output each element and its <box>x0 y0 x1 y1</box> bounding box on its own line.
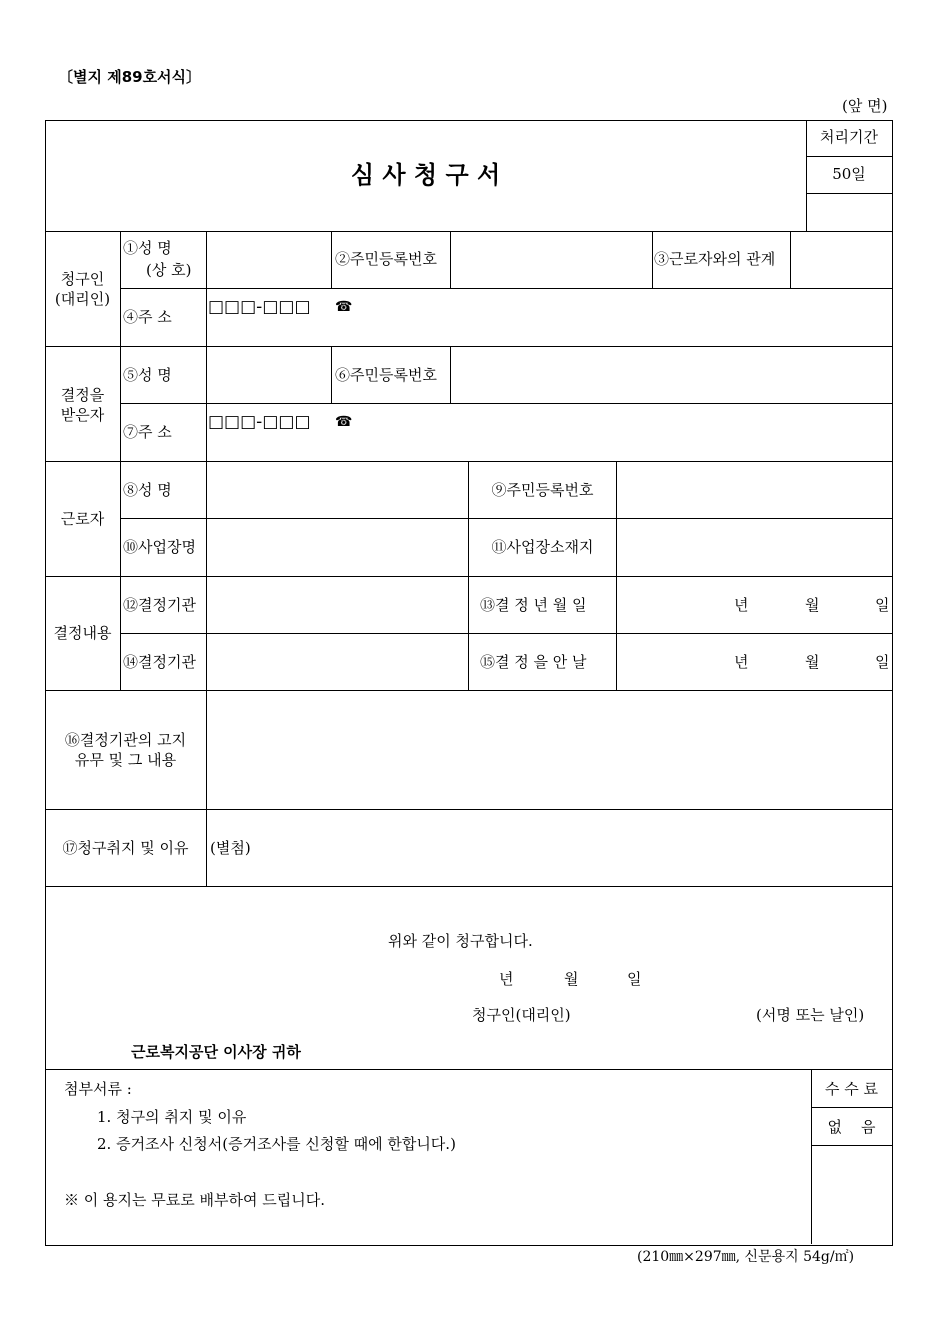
phone-icon: ☎ <box>335 414 353 430</box>
notice-label-line1: ⑯결정기관의 고지 <box>64 731 187 749</box>
form-number: 〔별지 제89호서식〕 <box>58 68 202 86</box>
notice-content-field[interactable] <box>207 691 891 808</box>
notified-date-day: 일 <box>875 653 890 671</box>
workplace-name-field[interactable] <box>207 519 467 575</box>
recipient-section-label: 결정을 받은자 <box>60 386 105 424</box>
claimant-name-field[interactable] <box>207 232 330 287</box>
recipient-name-label: ⑤성 명 <box>123 366 172 384</box>
declaration-date-month: 월 <box>564 970 579 988</box>
claimant-rrn-field[interactable] <box>451 232 651 287</box>
declaration-date-day: 일 <box>627 970 642 988</box>
page-side-label: (앞 면) <box>842 97 888 115</box>
decision-date-field[interactable] <box>617 577 891 632</box>
processing-period-label: 처리기간 <box>820 128 878 146</box>
notice-label-line2: 유무 및 그 내용 <box>74 751 177 769</box>
workplace-address-label: ⑪사업장소재지 <box>491 538 594 556</box>
decision-agency-field[interactable] <box>207 577 467 632</box>
worker-rrn-field[interactable] <box>617 462 891 517</box>
claimant-section-label: 청구인 (대리인) <box>54 270 111 308</box>
worker-rrn-label: ⑨주민등록번호 <box>491 481 594 499</box>
worker-name-label: ⑧성 명 <box>123 481 172 499</box>
claimant-name-sublabel: (상 호) <box>146 261 192 279</box>
signer-label: 청구인(대리인) <box>472 1006 571 1024</box>
claimant-rrn-label: ②주민등록번호 <box>335 250 437 268</box>
signature-hint: (서명 또는 날인) <box>756 1006 865 1024</box>
decision-date-month: 월 <box>805 596 820 614</box>
decision-agency-2-label: ⑭결정기관 <box>123 653 196 671</box>
free-distribution-note: ※ 이 용지는 무료로 배부하여 드립니다. <box>64 1191 325 1209</box>
addressee: 근로복지공단 이사장 귀하 <box>131 1043 301 1061</box>
paper-spec: (210㎜×297㎜, 신문용지 54g/㎡) <box>637 1249 855 1265</box>
claimant-relation-field[interactable] <box>791 232 891 287</box>
attachments-title: 첨부서류 : <box>64 1080 132 1098</box>
attachment-item-1: 1. 청구의 취지 및 이유 <box>97 1108 247 1126</box>
decision-agency-label: ⑫결정기관 <box>123 596 196 614</box>
worker-section-label: 근로자 <box>60 510 105 528</box>
notified-date-label: ⑮결 정 을 안 날 <box>480 653 587 671</box>
workplace-address-field[interactable] <box>617 519 891 575</box>
decision-section-label: 결정내용 <box>53 624 112 642</box>
notified-date-field[interactable] <box>617 634 891 689</box>
attachments-frame <box>45 1069 893 1246</box>
recipient-postal-code-boxes[interactable]: □□□-□□□ <box>208 412 311 432</box>
notified-date-month: 월 <box>805 653 820 671</box>
claimant-name-label: ①성 명 <box>123 239 172 257</box>
fee-label: 수 수 료 <box>824 1080 878 1098</box>
recipient-address-label: ⑦주 소 <box>123 423 172 441</box>
purpose-value: (별첨) <box>210 839 251 857</box>
decision-date-label: ⑬결 정 년 월 일 <box>480 596 587 614</box>
claimant-address-label: ④주 소 <box>123 308 172 326</box>
declaration-date-year: 년 <box>499 970 514 988</box>
recipient-name-field[interactable] <box>207 347 330 402</box>
worker-name-field[interactable] <box>207 462 467 517</box>
claimant-address-field[interactable] <box>360 289 891 345</box>
workplace-name-label: ⑩사업장명 <box>123 538 196 556</box>
decision-date-year: 년 <box>734 596 749 614</box>
processing-period-value: 50일 <box>832 165 866 183</box>
declaration-statement: 위와 같이 청구합니다. <box>388 932 533 950</box>
attachment-item-2: 2. 증거조사 신청서(증거조사를 신청할 때에 한합니다.) <box>97 1135 456 1153</box>
phone-icon: ☎ <box>335 299 353 315</box>
claimant-relation-label: ③근로자와의 관계 <box>654 250 776 268</box>
notified-date-year: 년 <box>734 653 749 671</box>
claimant-postal-code-boxes[interactable]: □□□-□□□ <box>208 297 311 317</box>
decision-agency-2-field[interactable] <box>207 634 467 689</box>
recipient-rrn-label: ⑥주민등록번호 <box>335 366 437 384</box>
purpose-label: ⑰청구취지 및 이유 <box>62 839 189 857</box>
recipient-address-field[interactable] <box>360 404 891 460</box>
decision-date-day: 일 <box>875 596 890 614</box>
fee-value: 없 음 <box>827 1118 876 1136</box>
recipient-rrn-field[interactable] <box>451 347 891 402</box>
form-title: 심 사 청 구 서 <box>350 161 501 189</box>
